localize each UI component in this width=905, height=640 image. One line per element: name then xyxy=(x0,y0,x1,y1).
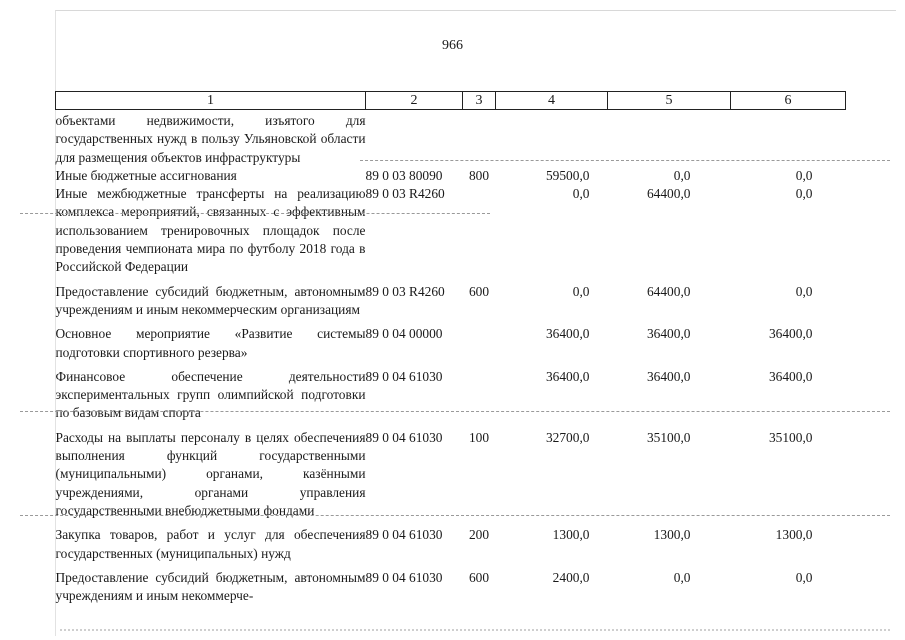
column-header-1: 1 xyxy=(56,92,366,110)
row-value-col6: 36400,0 xyxy=(768,326,813,342)
row-value-col4 xyxy=(496,110,608,167)
row-name: Предоставление субсидий бюджетным, автономным учреждениям и иным некоммерче- xyxy=(55,569,366,604)
row-value-col4: 1300,0 xyxy=(552,527,590,543)
budget-table xyxy=(55,91,846,605)
row-value-col5 xyxy=(608,110,731,167)
column-header-3: 3 xyxy=(463,92,496,110)
row-name: Предоставление субсидий бюджетным, автономным учреждениям и иным некоммерческим организациям xyxy=(55,283,366,317)
row-code: 89 0 04 61030 xyxy=(365,527,443,543)
row-value-col6: 0,0 xyxy=(795,283,813,299)
table-row xyxy=(56,110,846,167)
row-value-col6: 0,0 xyxy=(795,569,813,585)
table-row xyxy=(56,429,846,520)
row-value-col6: 0,0 xyxy=(795,167,813,183)
row-code: 89 0 03 80090 xyxy=(365,167,443,183)
row-value-col6: 0,0 xyxy=(795,186,813,202)
row-expense-type xyxy=(463,325,496,362)
row-expense-type: 800 xyxy=(468,167,490,183)
scan-rule xyxy=(20,411,890,412)
row-value-col5: 0,0 xyxy=(673,569,691,585)
table-row xyxy=(56,283,846,320)
row-expense-type xyxy=(463,185,496,276)
row-expense-type: 600 xyxy=(468,283,490,299)
row-value-col6 xyxy=(731,110,846,167)
scan-rule xyxy=(20,213,490,214)
table-row xyxy=(56,569,846,606)
row-expense-type: 200 xyxy=(468,527,490,543)
row-value-col6: 35100,0 xyxy=(768,429,813,445)
column-header-2: 2 xyxy=(366,92,463,110)
row-code: 89 0 04 61030 xyxy=(365,569,443,585)
column-header-4: 4 xyxy=(496,92,608,110)
row-code: 89 0 03 R4260 xyxy=(365,186,445,202)
row-code: 89 0 04 61030 xyxy=(365,429,443,445)
row-value-col5: 35100,0 xyxy=(646,429,691,445)
row-value-col4: 0,0 xyxy=(572,283,590,299)
row-expense-type xyxy=(463,368,496,423)
row-value-col5: 1300,0 xyxy=(653,527,691,543)
scan-rule xyxy=(360,160,890,161)
table-header-row xyxy=(56,92,846,110)
row-code: 89 0 04 61030 xyxy=(365,368,443,384)
row-value-col5: 36400,0 xyxy=(646,326,691,342)
table-row xyxy=(56,526,846,563)
row-expense-type: 100 xyxy=(468,429,490,445)
row-value-col5: 64400,0 xyxy=(646,283,691,299)
row-code: 89 0 04 00000 xyxy=(365,326,443,342)
row-value-col6: 1300,0 xyxy=(775,527,813,543)
column-header-6: 6 xyxy=(731,92,846,110)
scan-rule xyxy=(20,515,890,516)
row-value-col4: 2400,0 xyxy=(552,569,590,585)
table-row xyxy=(56,325,846,362)
row-name: Закупка товаров, работ и услуг для обеспечения государственных (муниципальных) нужд xyxy=(55,527,366,561)
row-value-col4: 59500,0 xyxy=(545,167,590,183)
row-value-col6: 36400,0 xyxy=(768,368,813,384)
row-value-col5: 0,0 xyxy=(673,167,691,183)
page-number: 966 xyxy=(442,38,463,53)
row-name: Иные межбюджетные трансферты на реализацию комплекса мероприятий, связанных с эффективным использованием тренировочных площадок после проведения чемпионата мира по футболу 2018 года в Российской Федерации xyxy=(55,186,366,275)
scan-bottom-edge xyxy=(60,629,890,631)
row-value-col5: 64400,0 xyxy=(646,186,691,202)
table-row xyxy=(56,368,846,423)
row-name: Расходы на выплаты персоналу в целях обеспечения выполнения функций государственными (муниципальными) органами, казёнными учреждениями, органами управления государственными внебюджетными фондами xyxy=(55,429,366,518)
table-row xyxy=(56,185,846,276)
row-expense-type: 600 xyxy=(468,569,490,585)
table-row xyxy=(56,167,846,185)
row-value-col4: 36400,0 xyxy=(545,368,590,384)
column-header-5: 5 xyxy=(608,92,731,110)
row-name: Финансовое обеспечение деятельности экспериментальных групп олимпийской подготовки по базовым видам спорта xyxy=(55,368,366,421)
row-name: Основное мероприятие «Развитие системы подготовки спортивного резерва» xyxy=(55,326,366,360)
row-name: Иные бюджетные ассигнования xyxy=(55,167,237,183)
row-expense-type xyxy=(463,110,496,167)
row-value-col4: 32700,0 xyxy=(545,429,590,445)
row-code xyxy=(366,110,463,167)
row-name: объектами недвижимости, изъятого для государственных нужд в пользу Ульяновской области для размещения объектов инфраструктуры xyxy=(55,113,366,165)
row-value-col5: 36400,0 xyxy=(646,368,691,384)
row-value-col4: 0,0 xyxy=(572,186,590,202)
row-code: 89 0 03 R4260 xyxy=(365,283,445,299)
row-value-col4: 36400,0 xyxy=(545,326,590,342)
